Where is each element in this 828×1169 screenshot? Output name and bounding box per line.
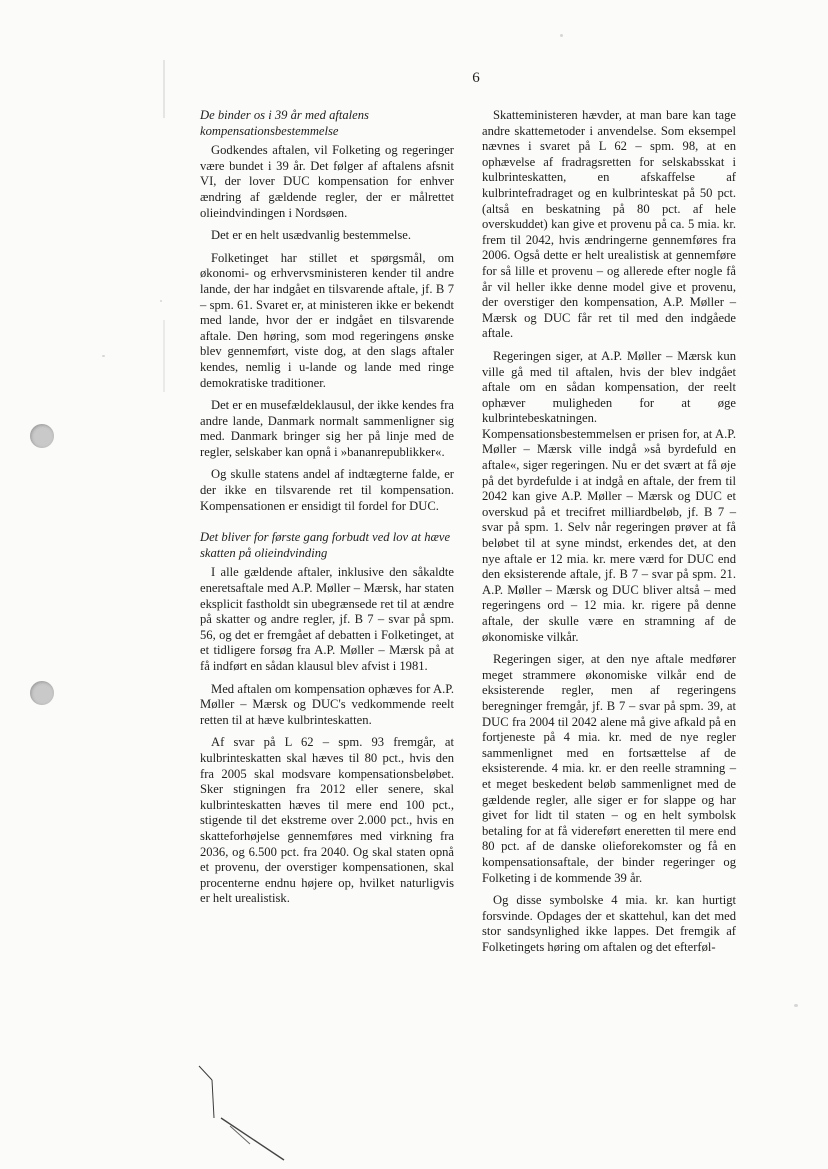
scan-speck xyxy=(102,355,105,357)
scan-speck xyxy=(560,34,563,37)
paragraph: Og skulle statens andel af indtægterne falde, er der ikke en tilsvarende ret til kompensation. Kompensationen er ensidigt til fordel for DUC. xyxy=(200,467,454,513)
paragraph: Regeringen siger, at A.P. Møller – Mærsk kun ville gå med til aftalen, hvis der blev indgået aftale om en sådan kompensation, der reelt ophæver muligheden for at øge kulbrintebeskatningen. Kompensationsbestemmelsen er prisen for, at A.P. Møller – Mærsk ville indgå »så byrdefuld en aftale«, siger regeringen. Nu er det svært at få øje på det byrdefulde i at indgå en aftale, der frem til 2042 kan give A.P. Møller – Mærsk og DUC et overskud på et trecifret milliardbeløb, jf. B 7 – svar på spm. 1. Selv når regeringen prøver at få beløbet til at syne mindst, erkendes det, at den nye aftale er 12 mia. kr. mere værd for DUC end den eksisterende aftale, jf. B 7 – svar på spm. 21. A.P. Møller – Mærsk og DUC bliver altså – med regeringens ord – 12 mia. kr. rigere på denne aftale, der skulle være en stramning af de økonomiske vilkår. xyxy=(482,348,736,644)
scan-speck xyxy=(794,1004,798,1007)
scan-artifact-line xyxy=(212,1080,214,1118)
scan-speck xyxy=(160,300,162,302)
section-heading: De binder os i 39 år med aftalens kompensationsbestemmelse xyxy=(200,108,369,138)
scan-artifact-line xyxy=(221,1118,284,1160)
section-heading: Det bliver for første gang forbudt ved lov at hæve skatten på olieindvinding xyxy=(200,530,451,560)
paragraph: Det er en musefældeklausul, der ikke kendes fra andre lande, Danmark normalt sammenligner sig med. Danmark bringer sig her på linje med de regler, selskaber kan opnå i »bananrepublikker«. xyxy=(200,398,454,459)
paragraph: Det er en helt usædvanlig bestemmelse. xyxy=(211,228,412,243)
paragraph: Med aftalen om kompensation ophæves for A.P. Møller – Mærsk og DUC's vedkommende reelt retten til at hæve kulbrinteskatten. xyxy=(200,681,454,727)
left-column xyxy=(200,108,454,914)
paragraph: Skatteministeren hævder, at man bare kan tage andre skattemetoder i anvendelse. Som eksempel nævnes i svaret på L 62 – spm. 98, at en ophævelse af fradragsretten for selskabsskat i kulbrinteskatten, en afskaffelse af kulbrintefradraget og en kulbrinteskat på 50 pct. (altså en beskatning på 80 pct. af hele overskuddet) kan give et provenu på ca. 5 mia. kr. frem til 2042, hvis ændringerne gennemføres fra 2006. Også dette er helt urealistisk at gennemføre for så lille et provenu – og allerede efter nogle få år vil heller ikke denne model give et provenu, der overstiger den kompensation, A.P. Møller – Mærsk og DUC får ret til med den indgåede aftale. xyxy=(482,108,736,341)
paragraph: Og disse symbolske 4 mia. kr. kan hurtigt forsvinde. Opdages der et skattehul, kan det med stor sandsynlighed ikke lappes. Det fremgik af Folketingets høring om aftalen og det efterføl- xyxy=(482,893,736,954)
page-number: 6 xyxy=(472,70,480,86)
paragraph: I alle gældende aftaler, inklusive den såkaldte eneretsaftale med A.P. Møller – Mærsk, har staten eksplicit fastholdt sin ubegrænsede ret til at ændre på skatter og andre regler, jf. B 7 – svar på spm. 56, og det er fremgået af debatten i Folketinget, at et tidligere forsøg fra A.P. Møller – Mærsk på at få indført en sådan klausul blev afvist i 1981. xyxy=(200,565,454,673)
punch-hole xyxy=(30,424,54,448)
paragraph: Folketinget har stillet et spørgsmål, om økonomi- og erhvervsministeren kender til andre lande, der har indgået en tilsvarende aftale, jf. B 7 – spm. 61. Svaret er, at ministeren ikke er bekendt med lande, hvor der er indgået en tilsvarende aftale. Den høring, som mod regeringens ønske blev gennemført, viste dog, at den slags aftaler kendes, nemlig i u-lande og lande med ringe demokratiske traditioner. xyxy=(200,250,454,390)
paragraph: Godkendes aftalen, vil Folketing og regeringer være bundet i 39 år. Det følger af aftalens afsnit VI, der lover DUC kompensation for enhver ændring af gældende regler, der er målrettet olieindvindingen i Nordsøen. xyxy=(200,143,454,220)
punch-hole xyxy=(30,681,54,705)
scan-artifact-line xyxy=(199,1066,212,1080)
scan-artifact-line xyxy=(230,1126,250,1144)
paragraph: Regeringen siger, at den nye aftale medfører meget strammere økonomiske vilkår end de eksisterende regler, men af regeringens beregninger fremgår, jf. B 7 – svar på spm. 39, at DUC fra 2004 til 2042 alene må give afkald på en fortjeneste på 4 mia. kr. med de nye regler sammenlignet med en fortsættelse af de eksisterende. 4 mia. kr. er den reelle stramning – et meget beskedent beløb sammenlignet med de gældende regler, alle siger er for slappe og har givet for lidt til staten – og en helt symbolsk betaling for at få videreført eneretten til mere end 80 pct. af de danske olieforekomster og få en kompensationsaftale, der binder regeringer og Folketing i de kommende 39 år. xyxy=(482,652,736,885)
right-column xyxy=(482,108,736,962)
paragraph: Af svar på L 62 – spm. 93 fremgår, at kulbrinteskatten skal hæves til 80 pct., hvis den fra 2005 skal modsvare kompensationsbeløbet. Sker stigningen fra 2012 eller senere, skal kulbrinteskatten hæves til mere end 100 pct., stigende til det ekstreme over 2.000 pct., hvis en skatteforhøjelse gennemføres med virkning fra 2036, og 6.500 pct. fra 2040. Og skal staten opnå et provenu, der overstiger kompensationen, skal procenterne endnu højere op, hvilket naturligvis er helt urealistisk. xyxy=(200,735,454,906)
